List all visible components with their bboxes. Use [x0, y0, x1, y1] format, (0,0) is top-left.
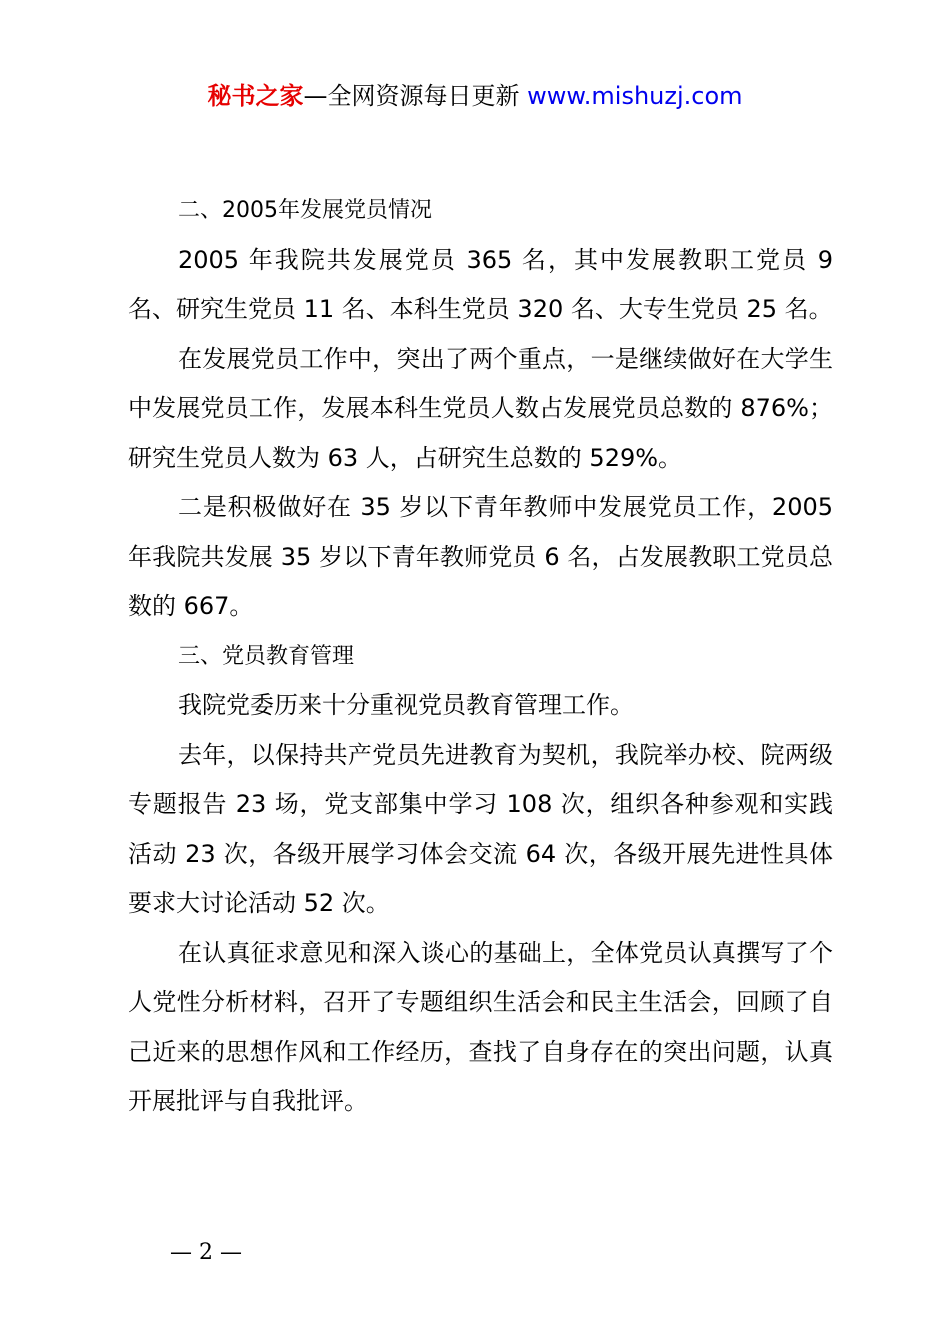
paragraph-self-criticism: 在认真征求意见和深入谈心的基础上，全体党员认真撰写了个人党性分析材料，召开了专题组织生活会和民主生活会，回顾了自己近来的思想作风和工作经历，查找了自身存在的突出问题，认真开展批评与自我批评。: [128, 938, 833, 1115]
section-heading-2005-party-members: 二、2005年发展党员情况: [178, 198, 432, 223]
paragraph-2005-summary: 2005 年我院共发展党员 365 名，其中发展教职工党员 9 名、研究生党员 11 名、本科生党员 320 名、大专生党员 25 名。: [128, 245, 833, 323]
page-number: — 2 —: [170, 1240, 242, 1265]
brand-name: 秘书之家: [207, 82, 304, 110]
site-header: [0, 80, 950, 112]
header-tagline: —全网资源每日更新: [303, 82, 520, 110]
paragraph-committee-emphasis: 我院党委历来十分重视党员教育管理工作。: [178, 691, 634, 719]
document-body: [128, 186, 833, 1127]
paragraph-two-focus-points: 在发展党员工作中，突出了两个重点，一是继续做好在大学生中发展党员工作，发展本科生党员人数占发展党员总数的 876%；研究生党员人数为 63 人，占研究生总数的 529%。: [128, 344, 833, 472]
site-url-link[interactable]: www.mishuzj.com: [527, 82, 743, 110]
paragraph-young-teachers: 二是积极做好在 35 岁以下青年教师中发展党员工作，2005 年我院共发展 35 岁以下青年教师党员 6 名，占发展教职工党员总数的 667。: [128, 493, 833, 620]
section-heading-education-management: 三、党员教育管理: [178, 643, 355, 669]
paragraph-last-year-activities: 去年，以保持共产党员先进教育为契机，我院举办校、院两级专题报告 23 场，党支部集中学习 108 次，组织各种参观和实践活动 23 次，各级开展学习体会交流 64 次，各级开展先进性具体要求大讨论活动 52 次。: [128, 740, 833, 917]
